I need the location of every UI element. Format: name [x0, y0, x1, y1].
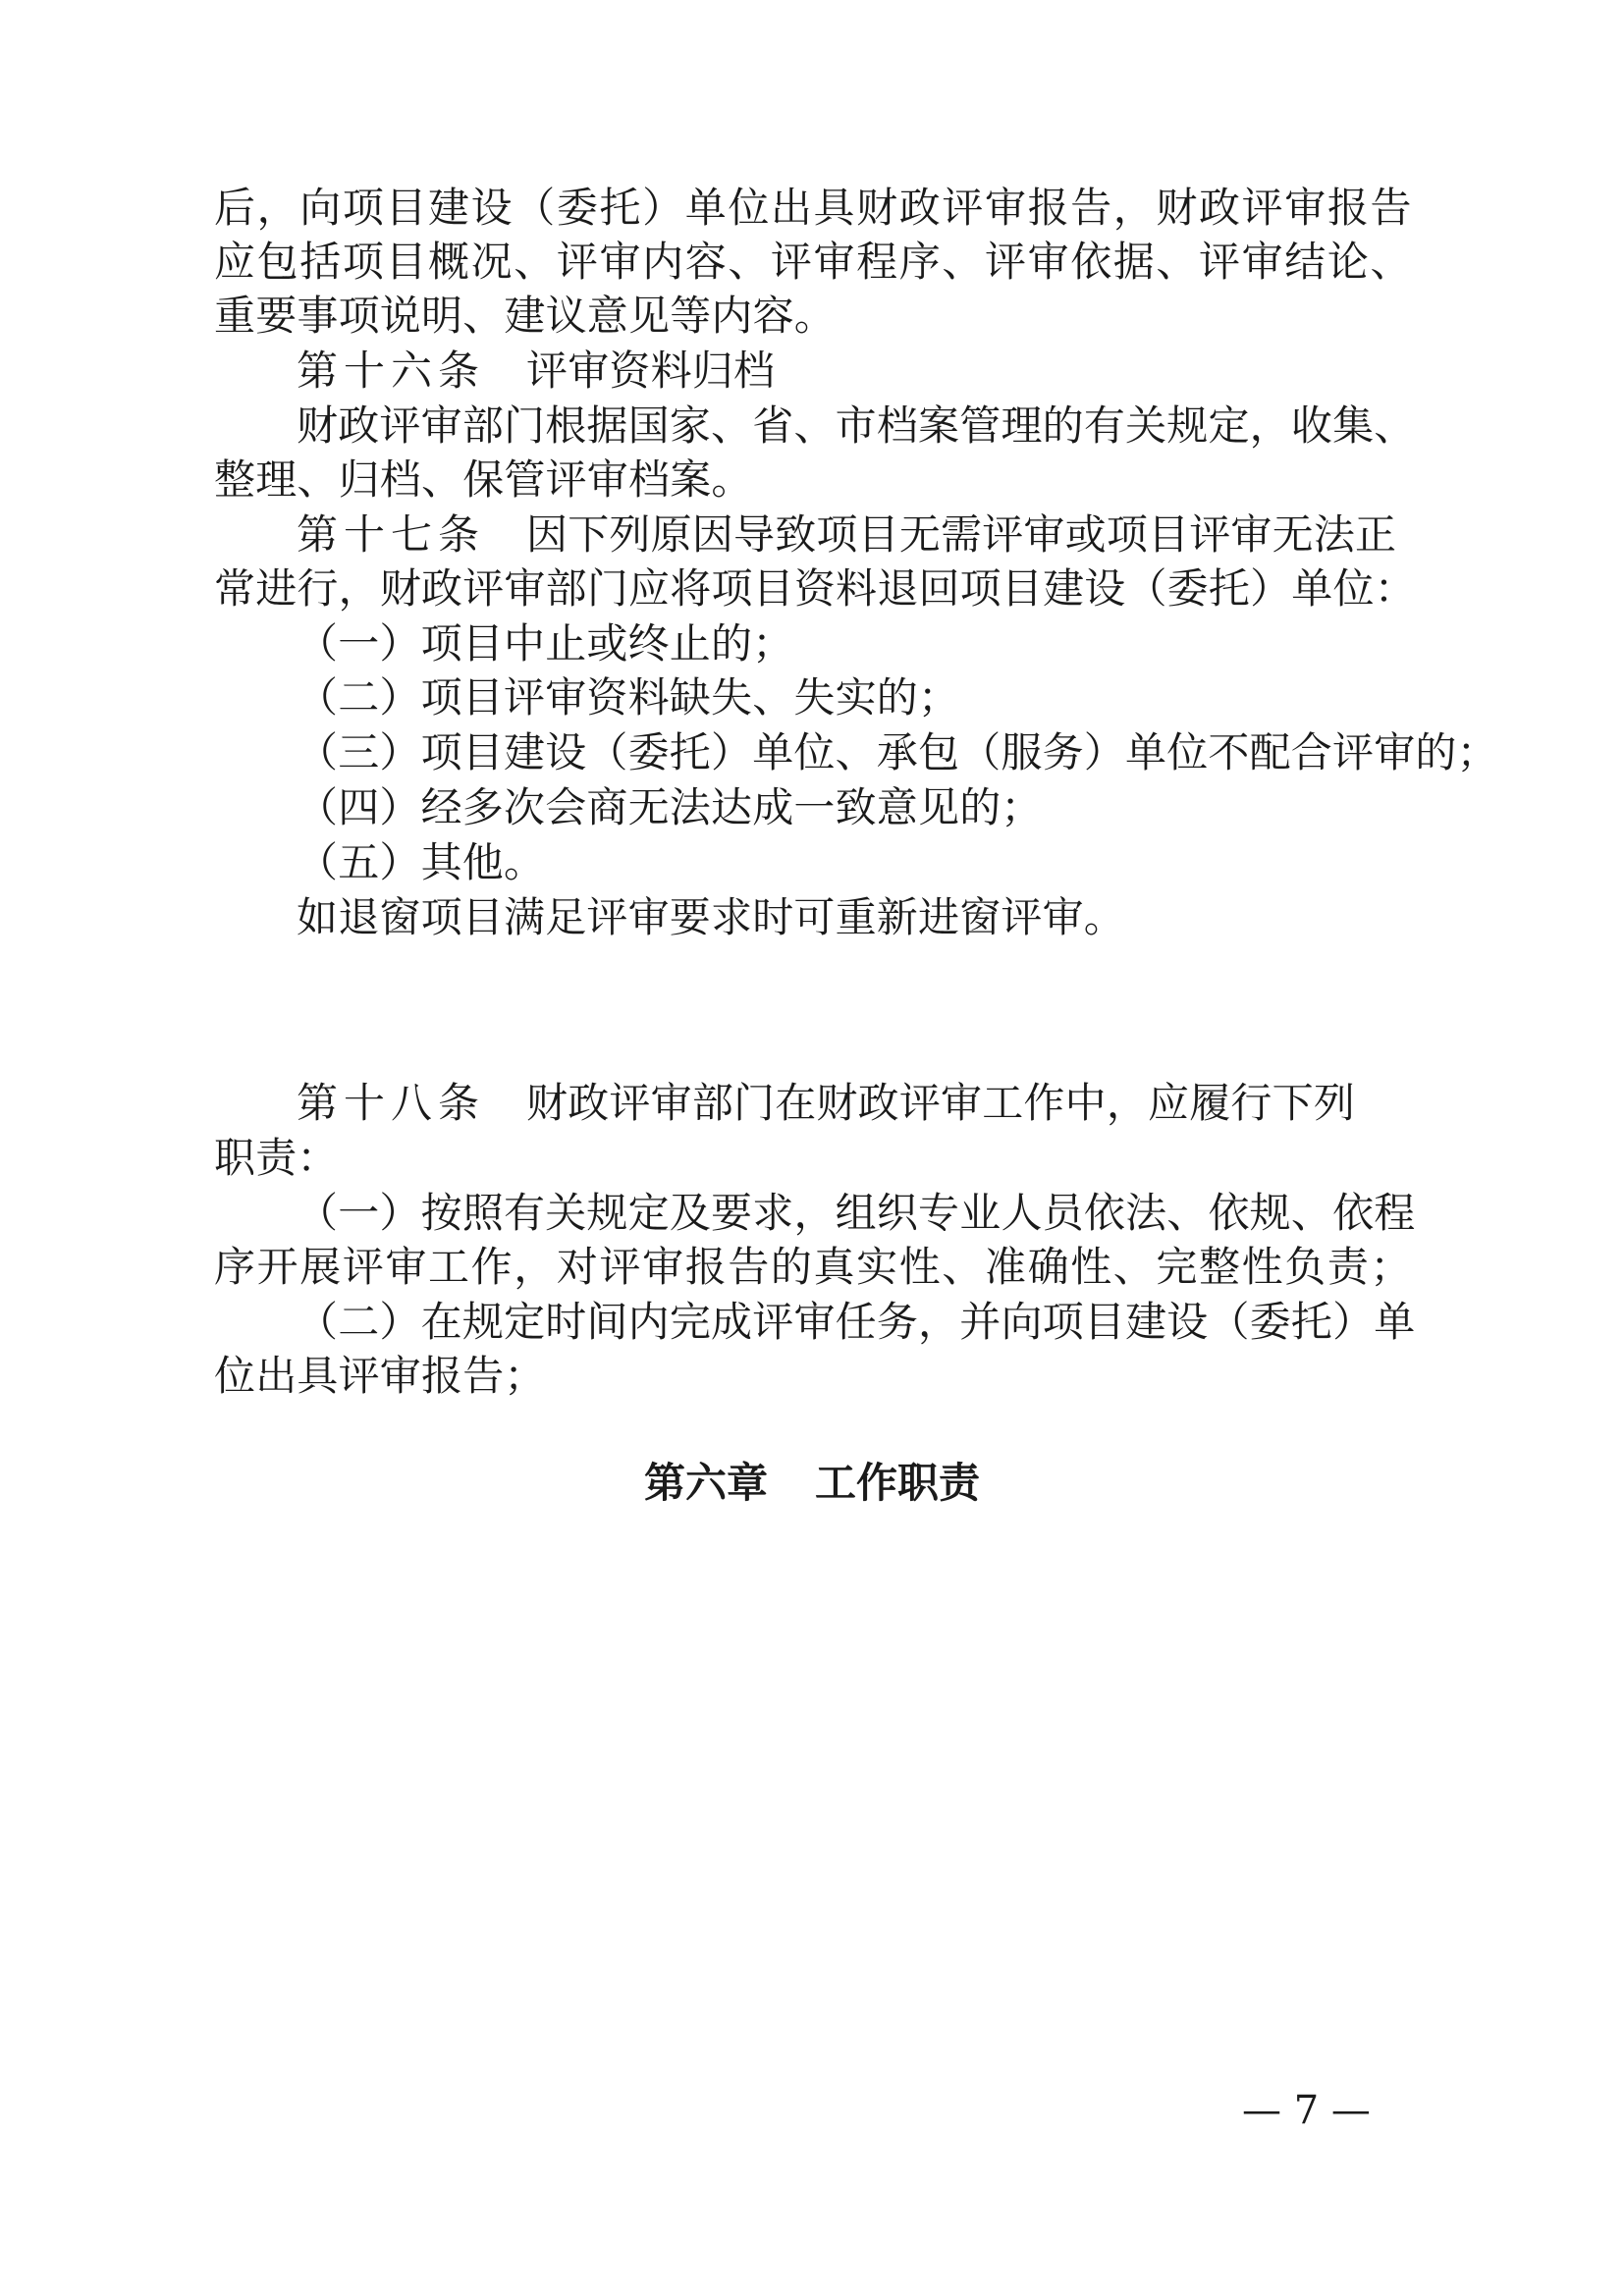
char: 依 — [1083, 1189, 1126, 1237]
char: 管 — [959, 401, 1001, 450]
char: （ — [514, 184, 556, 232]
char: 常 — [214, 564, 256, 613]
char: 、 — [514, 238, 556, 286]
char: 理 — [1001, 401, 1043, 450]
char: 专 — [918, 1189, 960, 1237]
paragraph-line: 如退窗项目满足评审要求时可重新进窗评审。 — [297, 893, 1126, 941]
char: 组 — [835, 1189, 877, 1237]
char: 况 — [470, 238, 513, 286]
list-item: （五）其他。 — [297, 838, 546, 886]
char: 单 — [684, 184, 727, 232]
char: 根 — [545, 401, 587, 450]
char: 家 — [669, 401, 712, 450]
char: 容 — [684, 238, 727, 286]
char: 建 — [1125, 1298, 1167, 1346]
char: 评 — [770, 238, 813, 286]
paragraph-line: 位出具评审报告； — [214, 1352, 546, 1400]
char: 完 — [669, 1298, 712, 1346]
char: 结 — [1284, 238, 1326, 286]
char: 并 — [959, 1298, 1001, 1346]
char: 向 — [1001, 1298, 1043, 1346]
char: 审 — [1284, 184, 1326, 232]
char: ） — [379, 1298, 421, 1346]
char: ， — [793, 1189, 836, 1237]
char: 间 — [586, 1298, 628, 1346]
char: 出 — [770, 184, 813, 232]
char: 评 — [752, 1298, 794, 1346]
char: 审 — [385, 1243, 427, 1291]
char: 要 — [711, 1189, 753, 1237]
paragraph-line: 重要事项说明、建议意见等内容。 — [214, 292, 837, 340]
char: 准 — [984, 1243, 1027, 1291]
char: 资 — [793, 564, 837, 613]
paragraph-line: 职责： — [214, 1134, 339, 1182]
char: 依 — [1332, 1189, 1375, 1237]
char: 、 — [1112, 1243, 1155, 1291]
char: 应 — [628, 564, 671, 613]
char: 确 — [1027, 1243, 1069, 1291]
char: 实 — [856, 1243, 898, 1291]
char: 建 — [1043, 564, 1085, 613]
char: 托 — [1290, 1298, 1333, 1346]
page-number: — 7 — — [1242, 2088, 1371, 2133]
char: 织 — [876, 1189, 919, 1237]
char: 托 — [1208, 564, 1251, 613]
char: 财 — [297, 401, 339, 450]
char: 目 — [385, 238, 427, 286]
char: 审 — [504, 564, 546, 613]
char: 有 — [504, 1189, 546, 1237]
list-item: （二）项目评审资料缺失、失实的； — [297, 673, 960, 721]
char: 任 — [835, 1298, 877, 1346]
char: 审 — [1027, 238, 1069, 286]
char: 规 — [1166, 401, 1209, 450]
char: 告 — [1370, 184, 1412, 232]
char: 财 — [379, 564, 422, 613]
char: 序 — [898, 238, 941, 286]
char: 审 — [793, 1298, 836, 1346]
char: 单 — [1291, 564, 1333, 613]
char: 评 — [984, 238, 1027, 286]
char: 内 — [642, 238, 684, 286]
char: 部 — [461, 401, 505, 450]
char: 二 — [338, 1298, 380, 1346]
char: 财 — [856, 184, 898, 232]
char: ） — [1332, 1298, 1375, 1346]
char: 目 — [1083, 1298, 1126, 1346]
char: 建 — [428, 184, 470, 232]
char: 委 — [556, 184, 599, 232]
char: ， — [338, 564, 380, 613]
article-16-label: 第十六条 — [297, 347, 486, 395]
list-item: （三）项目建设（委托）单位、承包（服务）单位不配合评审的； — [297, 728, 1498, 776]
char: （ — [1125, 564, 1167, 613]
char: 具 — [813, 184, 855, 232]
char: 人 — [1001, 1189, 1043, 1237]
char: 部 — [545, 564, 587, 613]
char: 档 — [876, 401, 919, 450]
char: 回 — [918, 564, 960, 613]
chapter-number: 第六章 — [643, 1459, 768, 1507]
char: 告 — [1070, 184, 1112, 232]
char: 目 — [385, 184, 427, 232]
char: 项 — [342, 184, 385, 232]
char: 应 — [214, 238, 256, 286]
char: 性 — [898, 1243, 941, 1291]
char: 括 — [299, 238, 342, 286]
char: 按 — [420, 1189, 462, 1237]
char: 审 — [420, 401, 462, 450]
char: ） — [379, 1189, 421, 1237]
char: 概 — [428, 238, 470, 286]
article-17-text: 因下列原因导致项目无需评审或项目评审无法正 — [526, 510, 1397, 559]
char: 及 — [669, 1189, 712, 1237]
char: 性 — [1241, 1243, 1283, 1291]
char: 单 — [1374, 1298, 1416, 1346]
char: ） — [642, 184, 684, 232]
char: 设 — [1166, 1298, 1209, 1346]
char: 完 — [1156, 1243, 1198, 1291]
char: ， — [1249, 401, 1291, 450]
char: 依 — [1070, 238, 1112, 286]
char: 员 — [1042, 1189, 1084, 1237]
char: 财 — [1156, 184, 1198, 232]
char: ， — [514, 1243, 556, 1291]
char: 审 — [599, 238, 641, 286]
char: 审 — [984, 184, 1027, 232]
article-16-title: 评审资料归档 — [526, 347, 776, 395]
char: 评 — [379, 401, 421, 450]
char: 的 — [1042, 401, 1084, 450]
char: 报 — [684, 1243, 727, 1291]
article-18-label: 第十八条 — [297, 1079, 486, 1127]
char: 内 — [627, 1298, 670, 1346]
char: 门 — [586, 564, 629, 613]
char: 审 — [813, 238, 855, 286]
char: 真 — [813, 1243, 855, 1291]
char: 、 — [793, 401, 836, 450]
char: 政 — [338, 401, 380, 450]
char: 整 — [1199, 1243, 1241, 1291]
char: 一 — [338, 1189, 380, 1237]
char: 性 — [1070, 1243, 1112, 1291]
char: 作 — [470, 1243, 513, 1291]
list-item: （一）项目中止或终止的； — [297, 619, 794, 667]
chapter-heading — [0, 1448, 1624, 1519]
char: 目 — [1001, 564, 1044, 613]
char: 进 — [255, 564, 298, 613]
char: 评 — [342, 1243, 385, 1291]
char: 有 — [1083, 401, 1126, 450]
char: 定 — [504, 1298, 546, 1346]
chapter-title: 工作职责 — [815, 1459, 981, 1507]
char: 设 — [1084, 564, 1126, 613]
char: 、 — [728, 238, 770, 286]
char: 求 — [752, 1189, 794, 1237]
char: 委 — [1166, 564, 1209, 613]
char: （ — [297, 1189, 339, 1237]
char: 规 — [461, 1298, 505, 1346]
char: 、 — [942, 1243, 984, 1291]
article-18-text: 财政评审部门在财政评审工作中，应履行下列 — [526, 1079, 1356, 1127]
char: 时 — [545, 1298, 587, 1346]
char: 、 — [942, 238, 984, 286]
char: ， — [918, 1298, 960, 1346]
char: 关 — [545, 1189, 587, 1237]
char: 将 — [670, 564, 712, 613]
char: 政 — [421, 564, 463, 613]
char: 目 — [752, 564, 794, 613]
article-17-label: 第十七条 — [297, 510, 486, 559]
char: 项 — [342, 238, 385, 286]
char: ， — [1112, 184, 1155, 232]
char: 规 — [586, 1189, 628, 1237]
char: 对 — [556, 1243, 599, 1291]
char: 据 — [1112, 238, 1155, 286]
char: 设 — [470, 184, 513, 232]
char: 负 — [1284, 1243, 1326, 1291]
char: 业 — [959, 1189, 1001, 1237]
char: 报 — [1326, 184, 1370, 232]
char: 政 — [898, 184, 941, 232]
char: 项 — [1042, 1298, 1084, 1346]
char: 成 — [711, 1298, 753, 1346]
char: ） — [1250, 564, 1292, 613]
char: 定 — [627, 1189, 670, 1237]
char: 责 — [1326, 1243, 1370, 1291]
char: 评 — [556, 238, 599, 286]
char: 省 — [752, 401, 794, 450]
char: 托 — [599, 184, 641, 232]
char: 位 — [728, 184, 770, 232]
char: 料 — [836, 564, 878, 613]
char: 务 — [876, 1298, 919, 1346]
char: 市 — [835, 401, 877, 450]
char: 、 — [711, 401, 753, 450]
char: 收 — [1290, 401, 1333, 450]
char: 序 — [214, 1243, 256, 1291]
char: ， — [256, 184, 298, 232]
char: ； — [1370, 1243, 1412, 1291]
char: 在 — [420, 1298, 462, 1346]
char: 定 — [1208, 401, 1250, 450]
char: 评 — [1241, 184, 1283, 232]
char: 、 — [1166, 1189, 1209, 1237]
char: 、 — [1290, 1189, 1333, 1237]
char: （ — [1208, 1298, 1250, 1346]
char: 工 — [428, 1243, 470, 1291]
char: 评 — [1199, 238, 1241, 286]
char: 后 — [214, 184, 256, 232]
char: 据 — [586, 401, 628, 450]
char: 照 — [461, 1189, 505, 1237]
char: 项 — [711, 564, 753, 613]
char: 审 — [642, 1243, 684, 1291]
char: 评 — [599, 1243, 641, 1291]
char: 展 — [299, 1243, 342, 1291]
char: 评 — [462, 564, 505, 613]
char: 门 — [504, 401, 546, 450]
char: 、 — [1156, 238, 1198, 286]
char: 、 — [1374, 401, 1416, 450]
char: 项 — [959, 564, 1001, 613]
char: 集 — [1332, 401, 1375, 450]
char: 包 — [256, 238, 298, 286]
char: 委 — [1249, 1298, 1291, 1346]
char: 告 — [728, 1243, 770, 1291]
char: 依 — [1208, 1189, 1250, 1237]
char: 政 — [1199, 184, 1241, 232]
char: 审 — [1241, 238, 1283, 286]
char: 论 — [1326, 238, 1370, 286]
list-item: （四）经多次会商无法达成一致意见的； — [297, 783, 1043, 831]
char: （ — [297, 1298, 339, 1346]
char: 案 — [918, 401, 960, 450]
char: ： — [1374, 564, 1416, 613]
char: 开 — [256, 1243, 298, 1291]
char: 规 — [1249, 1189, 1291, 1237]
char: 行 — [297, 564, 339, 613]
char: 报 — [1027, 184, 1069, 232]
char: 国 — [627, 401, 670, 450]
char: 关 — [1125, 401, 1167, 450]
char: 法 — [1125, 1189, 1167, 1237]
paragraph-line: 整理、归档、保管评审档案。 — [214, 455, 753, 504]
char: 程 — [856, 238, 898, 286]
char: 、 — [1370, 238, 1412, 286]
char: 评 — [942, 184, 984, 232]
char: 退 — [877, 564, 919, 613]
char: 的 — [770, 1243, 813, 1291]
char: 向 — [299, 184, 342, 232]
char: 程 — [1374, 1189, 1416, 1237]
char: 位 — [1332, 564, 1375, 613]
